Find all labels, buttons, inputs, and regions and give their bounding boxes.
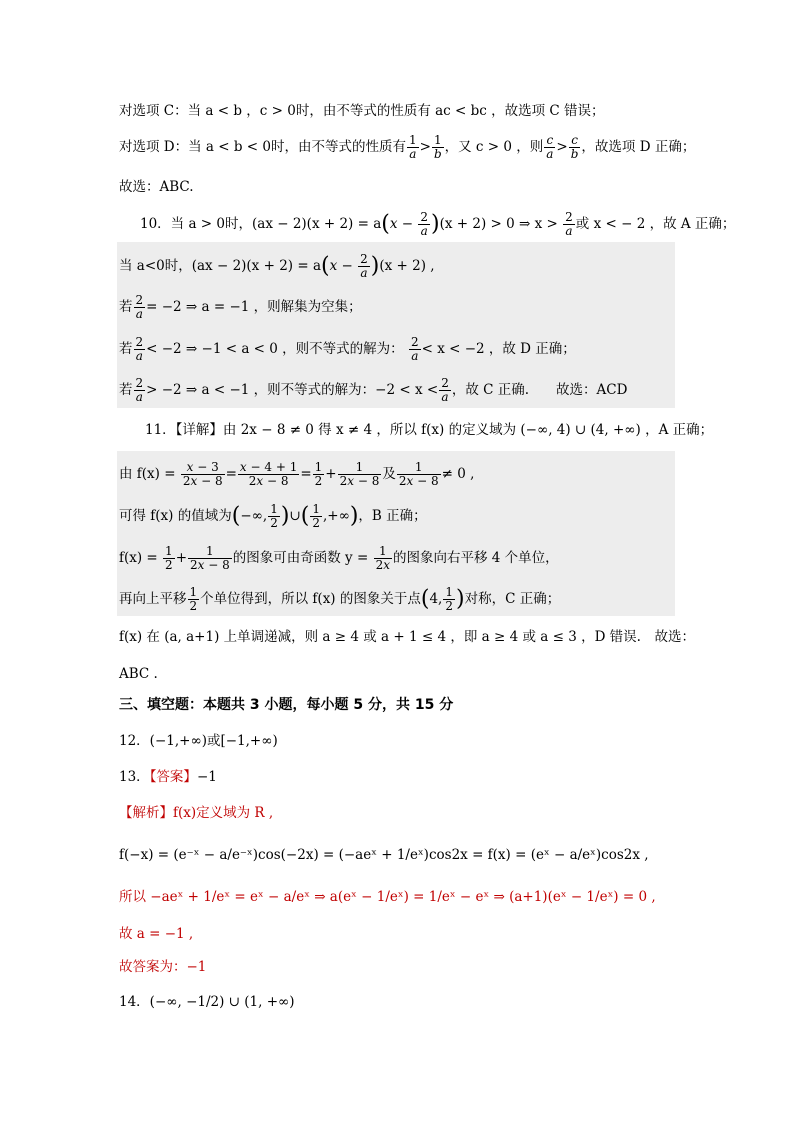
q10-line-3: 若 $\frac{2}{a}$ = −2 ⇒ a = −1 ，则解集为空集； (119, 293, 362, 321)
text: f(x)定义域为 R , (173, 805, 274, 821)
text: 的图象向右平移 4 个单位， (393, 550, 559, 566)
q11-line-2: 由 f(x) = $\frac{x - 3}{2x - 8}$ = $\frac{x - 4 + 1}{2x - 8}$ = $\frac{1}{2}$ + $\frac{1}{2x - 8}$ 及 $\frac{1}{2x - 8}$ ≠ 0 , (119, 460, 475, 488)
text: (x + 2) > 0 ⇒ x > (439, 216, 558, 232)
q11-answer: ABC . (119, 666, 158, 682)
q10-line-4: 若 $\frac{2}{a}$ < −2 ⇒ −1 < a < 0 ，则不等式的解为： $\frac{2}{a}$ < x < −2 ，故 D 正确； (119, 335, 576, 363)
q14-answer: 14．(−∞, −1/2) ∪ (1, +∞) (119, 994, 295, 1010)
text: 可得 f(x) 的值域为 (119, 508, 232, 524)
text: 当 a<0时，(ax − 2)(x + 2) = a (119, 258, 321, 274)
q13-analysis-4: 故 a = −1 , (119, 926, 194, 942)
q10-line-5: 若 $\frac{2}{a}$ > −2 ⇒ a < −1 ，则不等式的解为：−2 < x < $\frac{2}{a}$ ，故 C 正确. 故选：ACD (119, 376, 628, 404)
text: = (300, 466, 312, 482)
option-c-line: 对选项 C：当 a < b ，c > 0时，由不等式的性质有 ac < bc ，故选项 C 错误； (119, 103, 605, 119)
q10-line-1: 10．当 a > 0时，(ax − 2)(x + 2) = a(x − $\frac{2}{a}$ )(x + 2) > 0 ⇒ x > $\frac{2}{a}$ 或 x < − 2 ，故 A 正确； (140, 210, 736, 238)
text: ，故选项 D 正确； (581, 139, 696, 155)
text: 13． (119, 769, 150, 785)
q13-analysis-3: 所以 −aeˣ + 1/eˣ = eˣ − a/eˣ ⇒ a(eˣ − 1/eˣ) = 1/eˣ − eˣ ⇒ (a+1)(eˣ − 1/eˣ) = 0 , (119, 889, 656, 905)
q13-analysis-2: f(−x) = (e⁻ˣ − a/e⁻ˣ)cos(−2x) = (−aeˣ + 1/eˣ)cos2x = f(x) = (eˣ − a/eˣ)cos2x , (119, 847, 649, 863)
section-heading: 三、填空题：本题共 3 小题，每小题 5 分，共 15 分 (119, 697, 454, 713)
text: < −2 ⇒ −1 < a < 0 ，则不等式的解为： (146, 341, 404, 357)
q11-line-4: f(x) = $\frac{1}{2}$ + $\frac{1}{2x - 8}$ 的图象可由奇函数 y = $\frac{1}{2x}$ 的图象向右平移 4 个单位， (119, 544, 559, 572)
text: 的图象可由奇函数 y = (232, 550, 369, 566)
text: f(x) = (119, 550, 158, 566)
q11-line-1: 11．【详解】由 2x − 8 ≠ 0 得 x ≠ 4 ，所以 f(x) 的定义域为 (−∞, 4) ∪ (4, +∞) ，A 正确； (145, 422, 714, 438)
answer-abc: 故选：ABC. (119, 179, 194, 195)
text: < x < −2 ，故 D 正确； (421, 341, 576, 357)
q11-line-6: f(x) 在 (a, a+1) 上单调递减，则 a ≥ 4 或 a + 1 ≤ 4 ，即 a ≥ 4 或 a ≤ 3 ，D 错误. 故选： (119, 629, 695, 645)
text: 对选项 D：当 a < b < 0时，由不等式的性质有 (119, 139, 406, 155)
option-d-line: 对选项 D：当 a < b < 0时，由不等式的性质有 $\frac{1}{a}$ > $\frac{1}{b}$ ，又 c > 0 ，则 $\frac{c}{a}$ > $\frac{c}{b}$ ，故选项 D 正确； (119, 133, 696, 161)
q11-line-3: 可得 f(x) 的值域为(−∞, $\frac{1}{2}$ )∪( $\frac{1}{2}$ ,+∞)，B 正确； (119, 502, 427, 530)
text: ≠ 0 , (441, 466, 475, 482)
text: 及 (382, 466, 396, 482)
text: 由 f(x) = (119, 466, 176, 482)
text: ，故 C 正确. 故选：ACD (451, 382, 628, 398)
text: + (175, 550, 187, 566)
text: 或 x < − 2 ，故 A 正确； (575, 216, 736, 232)
text: = (225, 466, 237, 482)
q13-analysis-1 (119, 803, 273, 823)
text: > −2 ⇒ a < −1 ，则不等式的解为：−2 < x < (146, 382, 439, 398)
q13-answer (119, 767, 217, 787)
text: 若 (119, 341, 133, 357)
analysis-label: 【解析】 (119, 805, 173, 821)
text: −1 (196, 769, 217, 785)
text: (x + 2) , (379, 258, 435, 274)
q12-answer: 12．(−1,+∞)或[−1,+∞) (119, 733, 278, 749)
q13-final: 故答案为：−1 (119, 959, 207, 975)
text: ∪ (289, 508, 301, 524)
q11-line-5: 再向上平移 $\frac{1}{2}$ 个单位得到，所以 f(x) 的图象关于点(4, $\frac{1}{2}$ )对称，C 正确； (119, 585, 561, 613)
text: 若 (119, 382, 133, 398)
text: = −2 ⇒ a = −1 ，则解集为空集； (146, 299, 362, 315)
text: 若 (119, 299, 133, 315)
text: 再向上平移 (119, 591, 187, 607)
text: 对称，C 正确； (464, 591, 561, 607)
text: ，B 正确； (358, 508, 427, 524)
text: ，又 c > 0 ，则 (444, 139, 544, 155)
text: + (325, 466, 337, 482)
answer-label: 【答案】 (149, 769, 197, 785)
text: 个单位得到，所以 f(x) 的图象关于点 (200, 591, 421, 607)
text: 10．当 a > 0时，(ax − 2)(x + 2) = a (140, 216, 382, 232)
q10-line-2: 当 a<0时，(ax − 2)(x + 2) = a(x − $\frac{2}{a}$ )(x + 2) , (119, 252, 435, 280)
